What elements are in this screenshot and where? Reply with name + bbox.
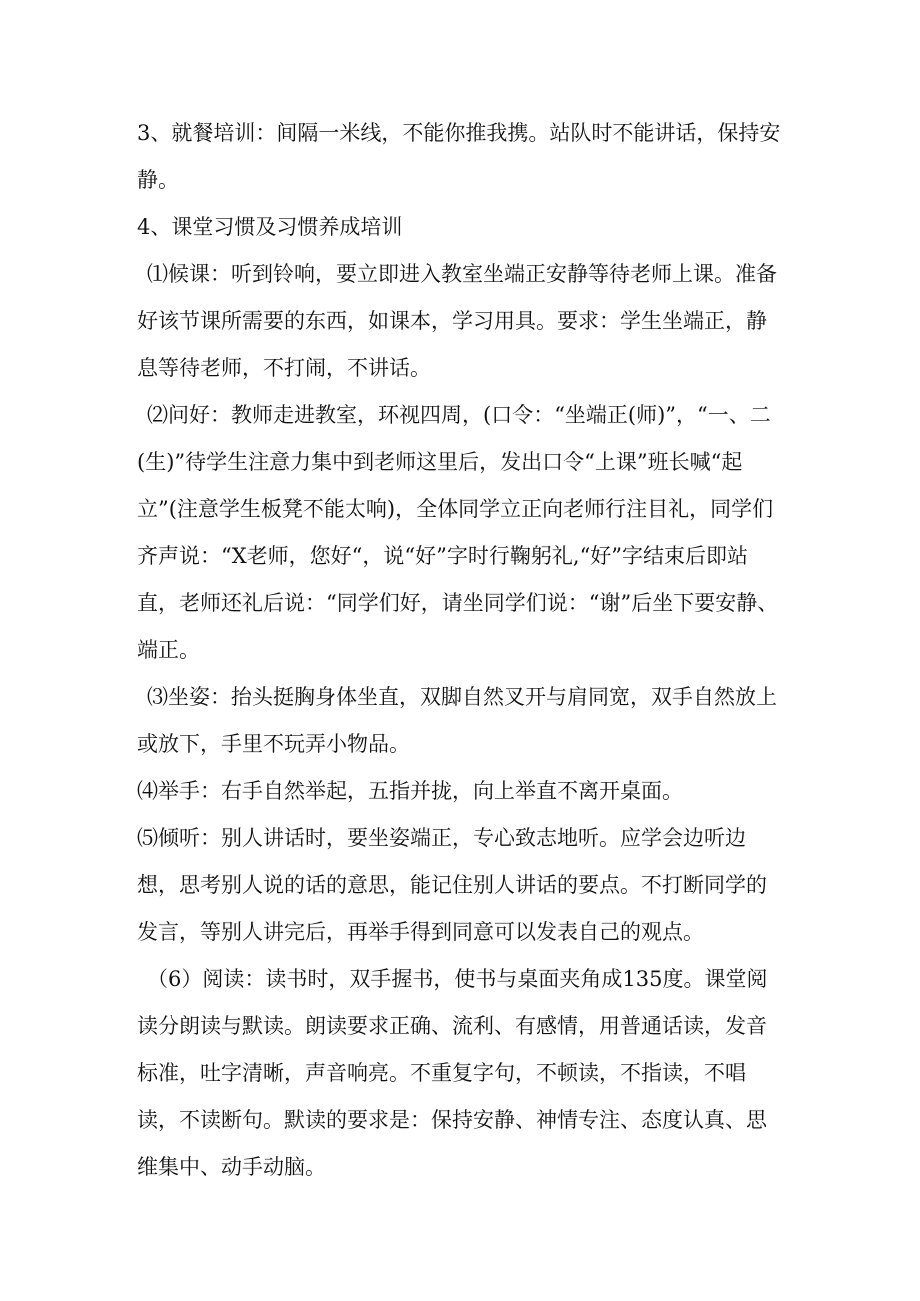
paragraph-listening: ⑸倾听：别人讲话时，要坐姿端正，专心致志地听。应学会边听边想，思考别人说的话的意思，能记住别人讲话的要点。不打断同学的发言，等别人讲完后，再举手得到同意可以发表自己的观点。: [137, 826, 767, 944]
paragraph-raising-hand: ⑷举手：右手自然举起，五指并拢，向上举直不离开桌面。: [137, 779, 683, 803]
paragraph-sitting-posture: ⑶坐姿：抬头挺胸身体坐直，双脚自然叉开与肩同宽，双手自然放上或放下，手里不玩弄小物品。: [137, 685, 777, 756]
paragraph-reading: （6）阅读：读书时，双手握书，使书与桌面夹角成135度。课堂阅读分朗读与默读。朗读要求正确、流利、有感情，用普通话读，发音标准，吐字清晰，声音响亮。不重复字句，不顿读，不指读，不唱读，不读断句。默读的要求是：保持安静、神情专注、态度认真、思维集中、动手动脑。: [137, 967, 768, 1179]
body-text: [137, 110, 787, 1191]
paragraph-classroom-habits-heading: 4、课堂习惯及习惯养成培训: [137, 215, 403, 239]
paragraph-greeting: ⑵问好：教师走进教室，环视四周，(口令：“坐端正(师)”，“一、二(生)”待学生注意力集中到老师这里后，发出口令“上课”班长喊“起立”(注意学生板凳不能太响)，全体同学立正向老师行注目礼，同学们齐声说：“X老师，您好“，说“好”字时行鞠躬礼,“好”字结束后即站直，老师还礼后说：“同学们好，请坐同学们说：“谢”后坐下要安静、端正。: [137, 403, 779, 662]
paragraph-dining-training: 3、就餐培训：间隔一米线，不能你推我携。站队时不能讲话，保持安静。: [137, 121, 781, 192]
paragraph-waiting-for-class: ⑴候课：听到铃响，要立即进入教室坐端正安静等待老师上课。准备好该节课所需要的东西，如课本，学习用具。要求：学生坐端正，静息等待老师，不打闹，不讲话。: [137, 262, 777, 380]
